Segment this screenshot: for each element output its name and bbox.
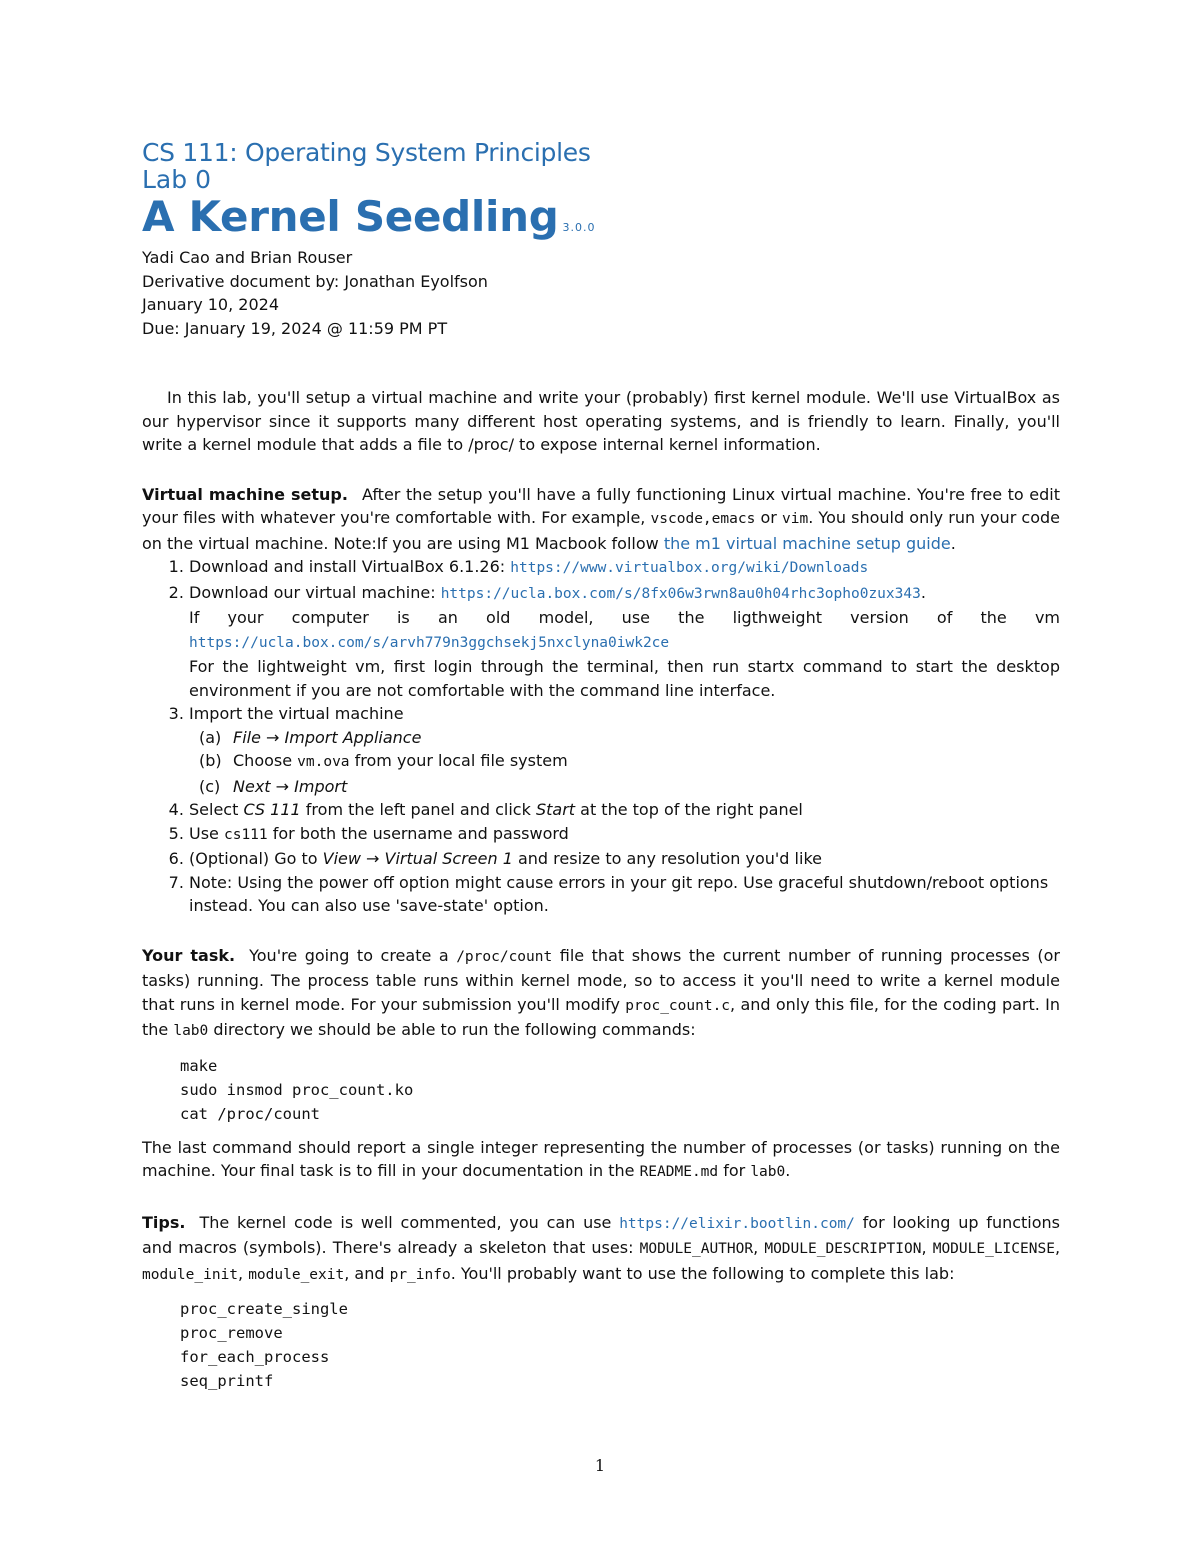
step-5: 5. Use cs111 for both the username and password	[189, 822, 1060, 848]
step-7: 7. Note: Using the power off option might cause errors in your git repo. Use graceful shutdown/reboot options instead. You can also use 'save-state' option.	[189, 871, 1060, 918]
function-name: seq_printf	[180, 1372, 274, 1390]
page-number: 1	[594, 1456, 606, 1475]
document-body	[142, 386, 1060, 1403]
setup-paragraph: Virtual machine setup. After the setup you'll have a fully functioning Linux virtual machine. You're free to edit your files with whatever you're comfortable with. For example, vscode,emacs or vim. You should only run your code on the virtual machine. Note:If you are using M1 Macbook follow the m1 virtual machine setup guide.	[142, 484, 1061, 553]
task-heading: Your task.	[142, 945, 236, 965]
step-6: 6. (Optional) Go to View → Virtual Screen 1 and resize to any resolution you'd like	[189, 847, 1060, 871]
step-2: 2. Download our virtual machine: https://ucla.box.com/s/8fx06w3rwn8au0h04rhc3opho0zux343. If your computer is an old model, use the ligthweight version of the vm https://ucla.box.com/s/arvh779n3ggchsekj5nxclyna0iwk2ce For the lightweight vm, first login through the terminal, then run startx command to start the desktop environment if you are not comfortable with the command line interface.	[189, 581, 1060, 703]
lightweight-vm-instructions: For the lightweight vm, first login through the terminal, then run startx command to start the desktop environment if you are not comfortable with the command line interface.	[189, 657, 1060, 700]
command-line: make	[180, 1056, 218, 1075]
function-name: for_each_process	[180, 1348, 330, 1366]
version-label: 3.0.0	[562, 221, 596, 234]
function-name: proc_remove	[180, 1324, 283, 1342]
due-date: Due: January 19, 2024 @ 11:59 PM PT	[142, 319, 448, 338]
command-line: sudo insmod proc_count.ko	[180, 1080, 414, 1099]
course-title: CS 111: Operating System Principles	[142, 138, 591, 167]
derivative-credit: Derivative document by: Jonathan Eyolfson	[142, 272, 488, 291]
setup-heading: Virtual machine setup.	[142, 484, 348, 504]
step-3: 3. Import the virtual machine (a) File → Import Appliance (b) Choose vm.ova from your local file system (c) Next → Import	[189, 702, 1060, 798]
command-block	[180, 1054, 1060, 1126]
intro-paragraph: In this lab, you'll setup a virtual machine and write your (probably) first kernel module. We'll use VirtualBox as our hypervisor since it supports many different host operating systems, and is friendly to learn. Finally, you'll write a kernel module that adds a file to /proc/ to expose internal kernel information.	[142, 388, 1060, 454]
setup-steps	[142, 555, 1060, 918]
substep-a: (a) File → Import Appliance	[199, 727, 422, 747]
virtualbox-download-link[interactable]: https://www.virtualbox.org/wiki/Downloads	[510, 560, 869, 576]
command-line: cat /proc/count	[180, 1104, 320, 1123]
issue-date: January 10, 2024	[142, 295, 279, 314]
function-name: proc_create_single	[180, 1300, 348, 1318]
lab-number: Lab 0	[142, 165, 211, 194]
task-followup-paragraph: The last command should report a single integer representing the number of processes (or tasks) running on the machine. Your final task is to fill in your documentation in the README.md for lab0.	[142, 1137, 1060, 1180]
substep-c: (c) Next → Import	[199, 776, 348, 796]
lab-title	[142, 192, 595, 241]
step-4: 4. Select CS 111 from the left panel and click Start at the top of the right panel	[189, 798, 1060, 822]
substep-b: (b) Choose vm.ova from your local file system	[199, 751, 568, 770]
tips-heading: Tips.	[142, 1212, 186, 1232]
step-1: 1. Download and install VirtualBox 6.1.26: https://www.virtualbox.org/wiki/Downloads	[189, 555, 1060, 581]
lightweight-vm-link[interactable]: https://ucla.box.com/s/arvh779n3ggchsekj5nxclyna0iwk2ce	[189, 634, 670, 651]
vm-download-link[interactable]: https://ucla.box.com/s/8fx06w3rwn8au0h04rhc3opho0zux343	[440, 585, 921, 602]
lightweight-vm-note: If your computer is an old model, use the ligthweight version of the vm https://ucla.box.com/s/arvh779n3ggchsekj5nxclyna0iwk2ce	[189, 608, 1060, 651]
lab-title-text: A Kernel Seedling	[142, 192, 559, 241]
elixir-link[interactable]: https://elixir.bootlin.com/	[619, 1215, 855, 1232]
tips-paragraph: Tips. The kernel code is well commented, you can use https://elixir.bootlin.com/ for looking up functions and macros (symbols). There's already a skeleton that uses: MODULE_AUTHOR, MODULE_DESCRIPTION, MODULE_LICENSE, module_init, module_exit, and pr_info. You'll probably want to use the following to complete this lab:	[142, 1212, 1061, 1283]
m1-guide-link[interactable]: the m1 virtual machine setup guide	[663, 533, 951, 553]
authors: Yadi Cao and Brian Rouser	[142, 248, 353, 267]
task-paragraph: Your task. You're going to create a /proc/count file that shows the current number of running processes (or tasks) running. The process table runs within kernel mode, so to access it you'll need to write a kernel module that runs in kernel mode. For your submission you'll modify proc_count.c, and only this file, for the coding part. In the lab0 directory we should be able to run the following commands:	[142, 945, 1061, 1039]
import-substeps	[189, 726, 1060, 799]
function-block	[180, 1297, 1060, 1393]
